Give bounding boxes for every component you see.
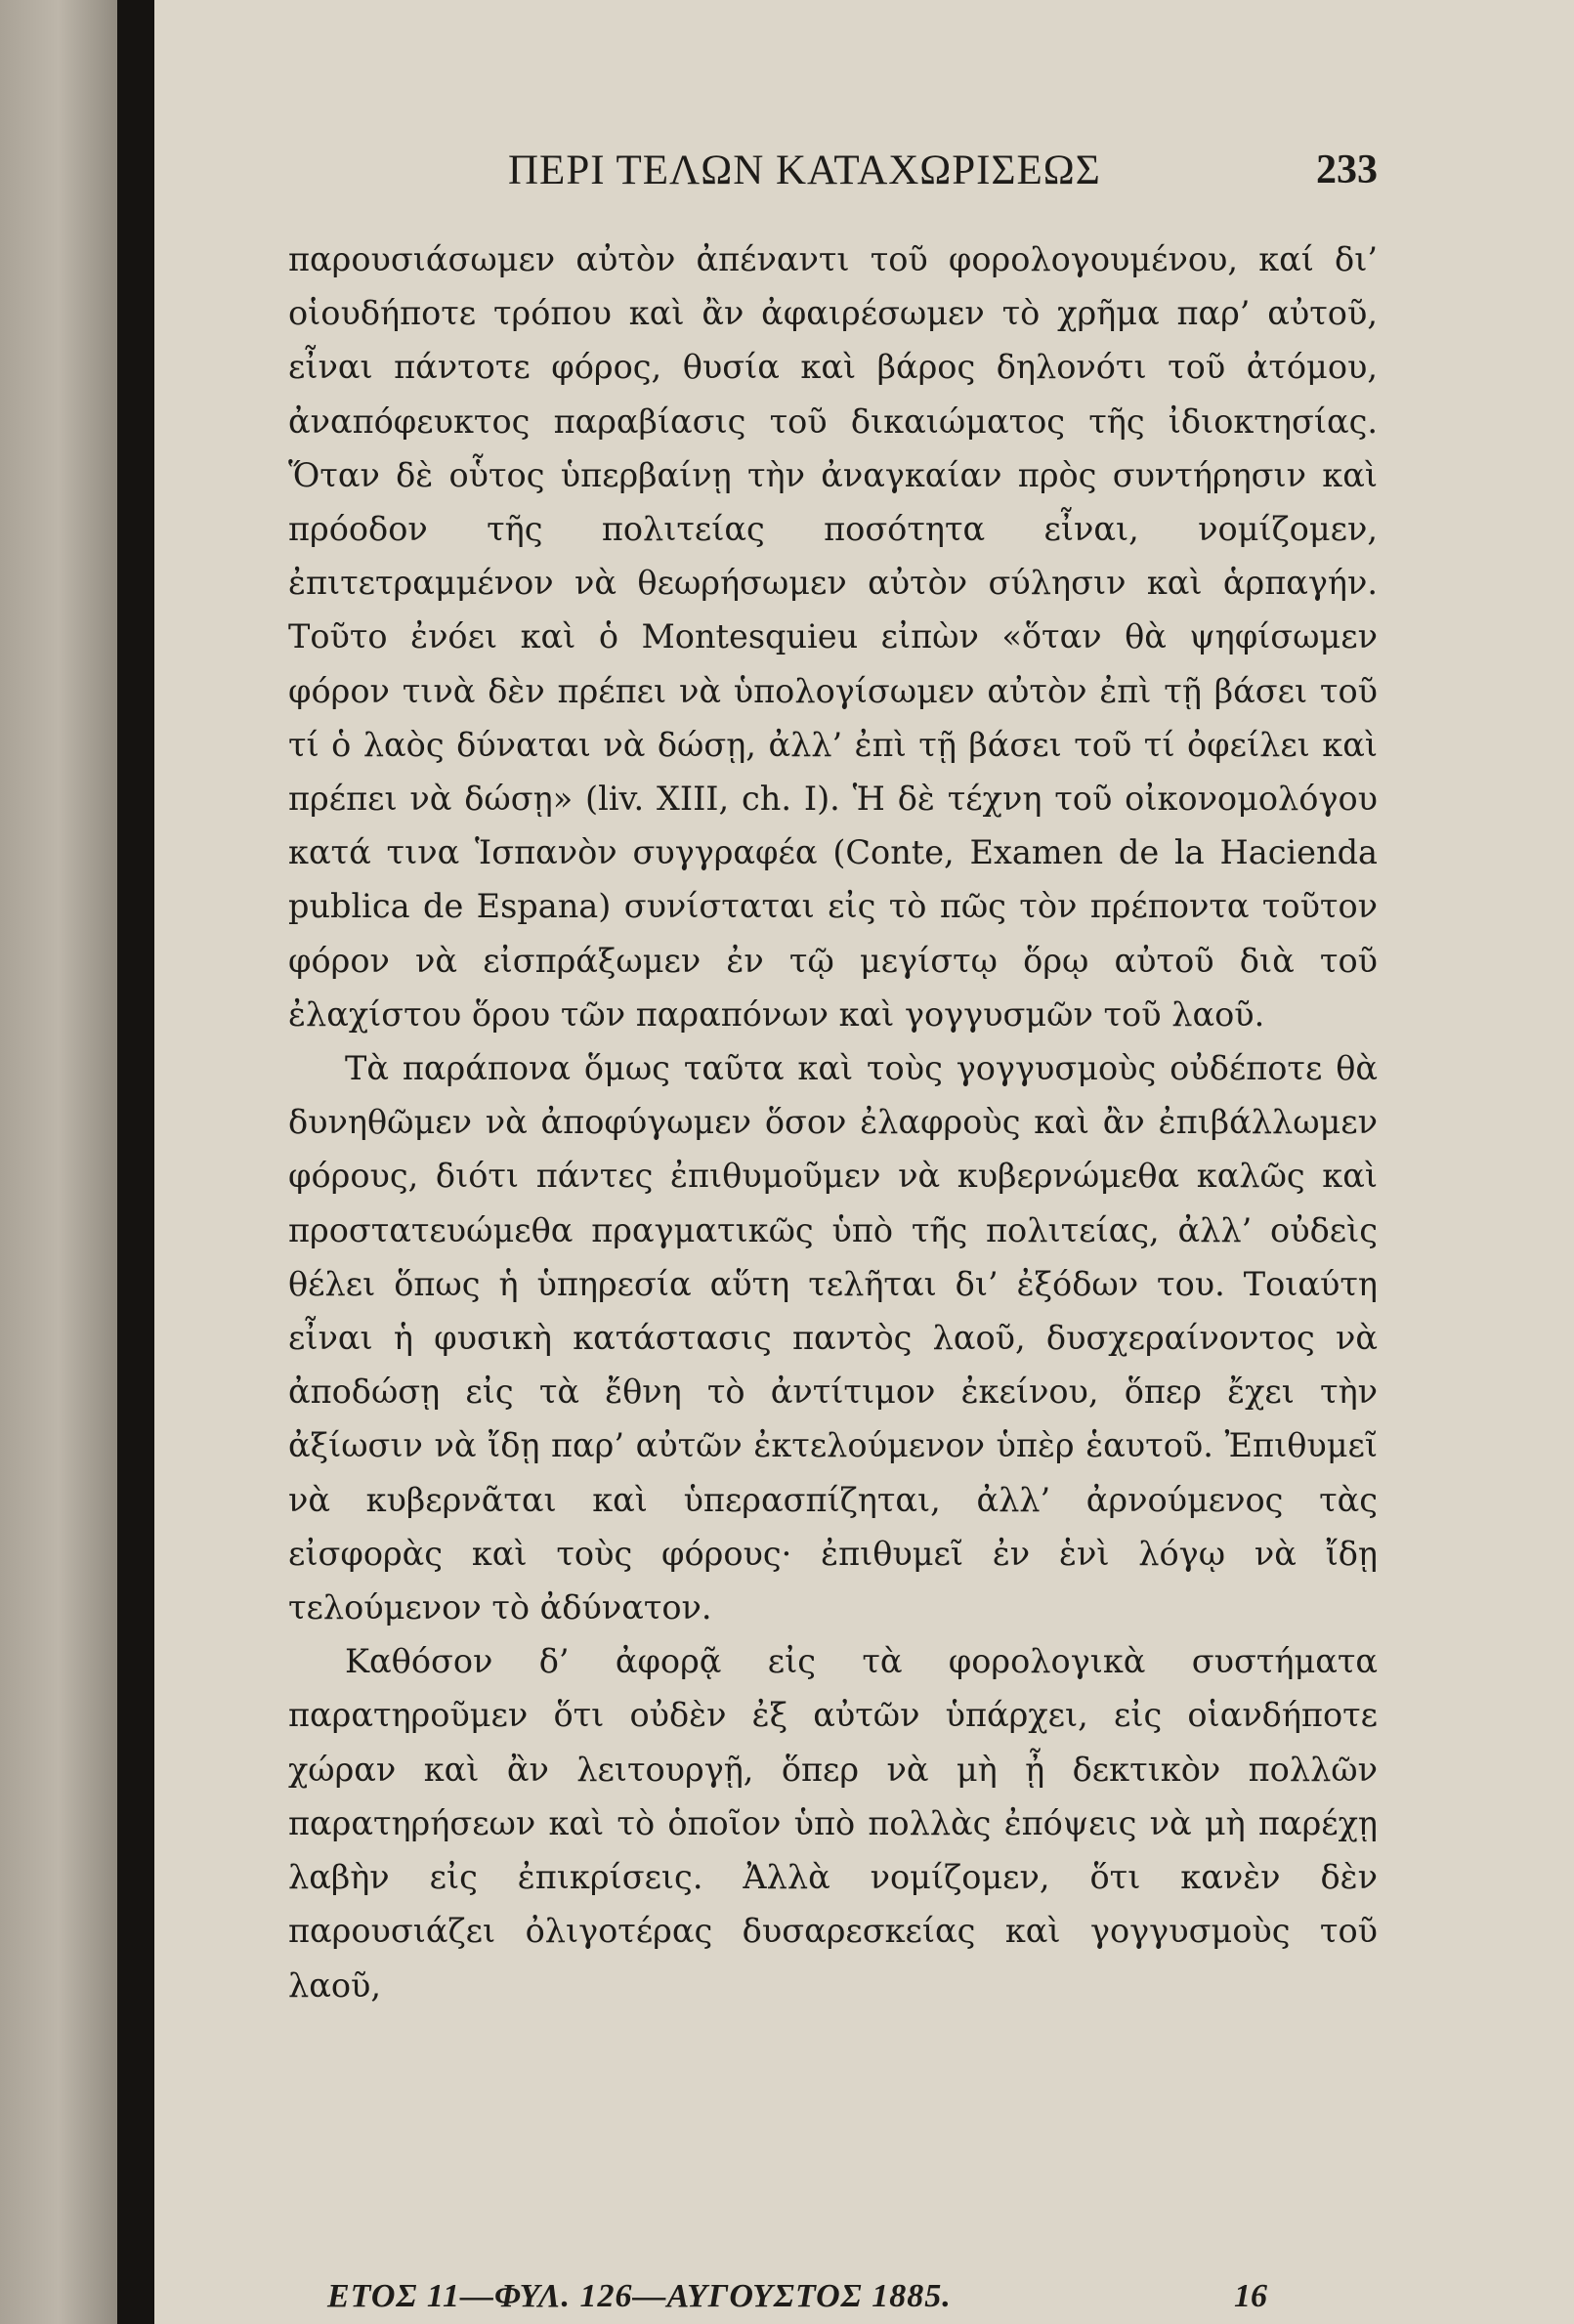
page-number: 233 bbox=[1316, 148, 1378, 192]
body-text bbox=[288, 232, 1378, 2012]
running-title: ΠΕΡΙ ΤΕΛΩΝ ΚΑΤΑΧΩΡΙΣΕΩΣ bbox=[508, 148, 1101, 193]
sheet-number: 16 bbox=[1234, 2278, 1267, 2314]
book-binding-gutter bbox=[117, 0, 154, 2324]
signature-line: ΕΤΟΣ 11—ΦΥΛ. 126—ΑΥΓΟΥΣΤΟΣ 1885. bbox=[327, 2278, 952, 2314]
signature-footer bbox=[288, 2278, 1378, 2321]
paragraph: Τὰ παράπονα ὅμως ταῦτα καὶ τοὺς γογγυσμοὺς οὐδέποτε θὰ δυνηθῶμεν νὰ ἀποφύγωμεν ὅσον ἐλαφροὺς καὶ ἂν ἐπιβάλλωμεν φόρους, διότι πάντες ἐπιθυμοῦμεν νὰ κυβερνώμεθα καλῶς καὶ προστατευώμεθα πραγματικῶς ὑπὸ τῆς πολιτείας, ἀλλ’ οὐδεὶς θέλει ὅπως ἡ ὑπηρεσία αὕτη τελῆται δι’ ἐξόδων του. Τοιαύτη εἶναι ἡ φυσικὴ κατάστασις παντὸς λαοῦ, δυσχεραίνοντος νὰ ἀποδώσῃ εἰς τὰ ἔθνη τὸ ἀντίτιμον ἐκείνου, ὅπερ ἔχει τὴν ἀξίωσιν νὰ ἴδῃ παρ’ αὐτῶν ἐκτελούμενον ὑπὲρ ἑαυτοῦ. Ἐπιθυμεῖ νὰ κυβερνᾶται καὶ ὑπερασπίζηται, ἀλλ’ ἀρνούμενος τὰς εἰσφορὰς καὶ τοὺς φόρους· ἐπιθυμεῖ ἐν ἑνὶ λόγῳ νὰ ἴδῃ τελούμενον τὸ ἀδύνατον. bbox=[288, 1049, 1378, 1627]
page-sheet bbox=[154, 0, 1574, 2324]
text-block bbox=[288, 147, 1378, 2012]
running-head bbox=[288, 147, 1378, 215]
paragraph: Καθόσον δ’ ἀφορᾷ εἰς τὰ φορολογικὰ συστήματα παρατηροῦμεν ὅτι οὐδὲν ἐξ αὐτῶν ὑπάρχει, εἰς οἱανδήποτε χώραν καὶ ἂν λειτουργῇ, ὅπερ νὰ μὴ ᾖ δεκτικὸν πολλῶν παρατηρήσεων καὶ τὸ ὁποῖον ὑπὸ πολλὰς ἐπόψεις νὰ μὴ παρέχῃ λαβὴν εἰς ἐπικρίσεις. Ἀλλὰ νομίζομεν, ὅτι κανὲν δὲν παρουσιάζει ὀλιγοτέρας δυσαρεσκείας καὶ γογγυσμοὺς τοῦ λαοῦ, bbox=[288, 1642, 1378, 2005]
paragraph-continued: παρουσιάσωμεν αὐτὸν ἀπέναντι τοῦ φορολογουμένου, καί δι’ οἱουδήποτε τρόπου καὶ ἂν ἀφαιρέσωμεν τὸ χρῆμα παρ’ αὐτοῦ, εἶναι πάντοτε φόρος, θυσία καὶ βάρος δηλονότι τοῦ ἀτόμου, ἀναπόφευκτος παραβίασις τοῦ δικαιώματος τῆς ἰδιοκτησίας. Ὅταν δὲ οὗτος ὑπερβαίνῃ τὴν ἀναγκαίαν πρὸς συντήρησιν καὶ πρόοδον τῆς πολιτείας ποσότητα εἶναι, νομίζομεν, ἐπιτετραμμένον νὰ θεωρήσωμεν αὐτὸν σύλησιν καὶ ἁρπαγήν. Τοῦτο ἐνόει καὶ ὁ Montesquieu εἰπὼν «ὅταν θὰ ψηφίσωμεν φόρον τινὰ δὲν πρέπει νὰ ὑπολογίσωμεν αὐτὸν ἐπὶ τῇ βάσει τοῦ τί ὁ λαὸς δύναται νὰ δώσῃ, ἀλλ’ ἐπὶ τῇ βάσει τοῦ τί ὀφείλει καὶ πρέπει νὰ δώσῃ» (liv. XIII, ch. I). Ἡ δὲ τέχνη τοῦ οἰκονομολόγου κατά τινα Ἱσπανὸν συγγραφέα (Conte, Examen de la Hacienda publica de Espana) συνίσταται εἰς τὸ πῶς τὸν πρέποντα τοῦτον φόρον νὰ εἰσπράξωμεν ἐν τῷ μεγίστῳ ὅρῳ αὐτοῦ διὰ τοῦ ἐλαχίστου ὅρου τῶν παραπόνων καὶ γογγυσμῶν τοῦ λαοῦ. bbox=[288, 240, 1378, 1034]
